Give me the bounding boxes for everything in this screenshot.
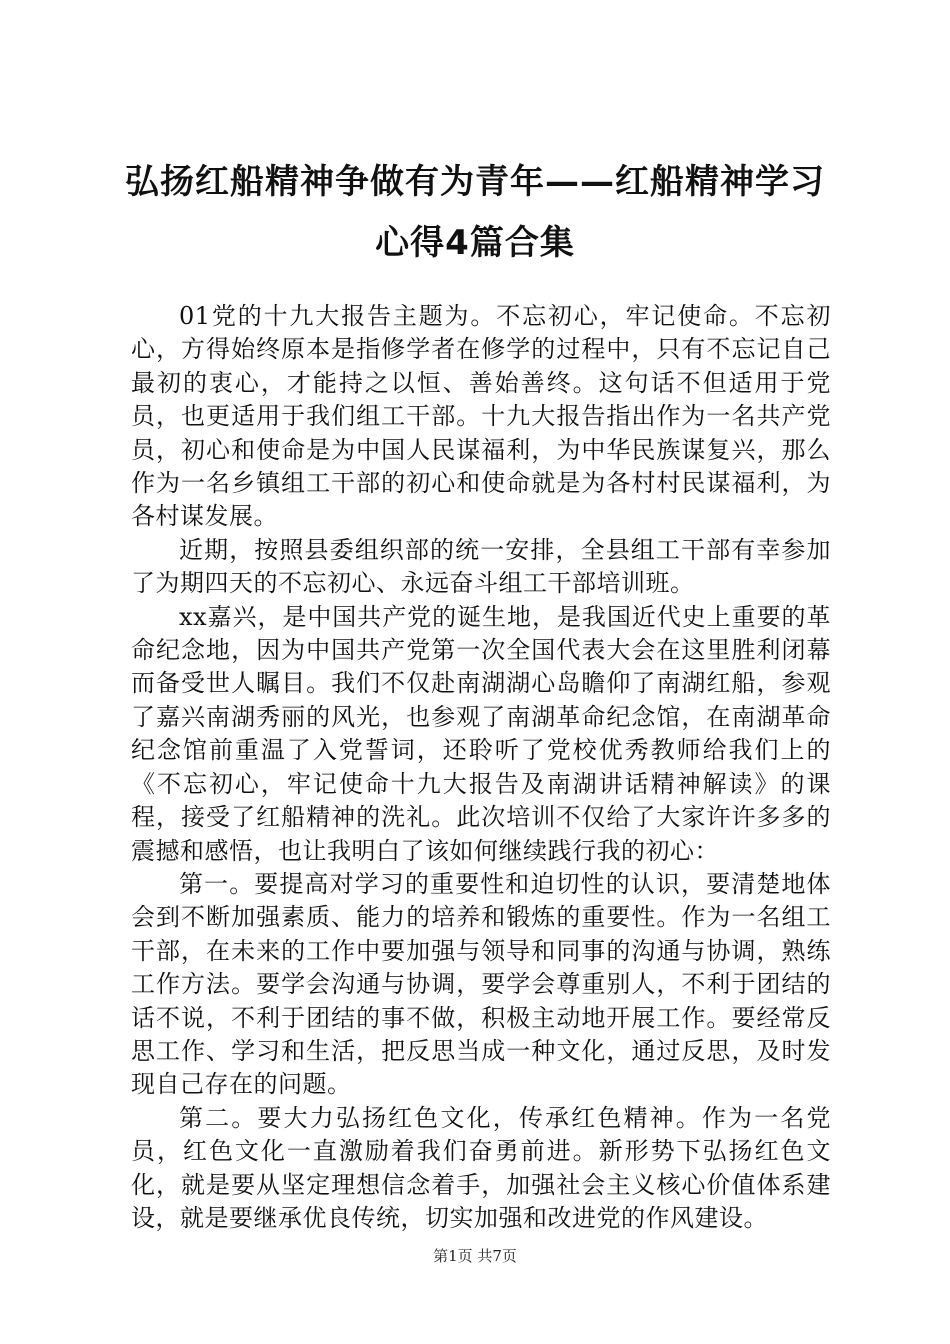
paragraph: 第一。要提高对学习的重要性和迫切性的认识，要清楚地体会到不断加强素质、能力的培养和锻炼的重要性。作为一名组工干部，在未来的工作中要加强与领导和同事的沟通与协调，熟练工作方法。要学会沟通与协调，要学会尊重别人，不利于团结的话不说，不利于团结的事不做，积极主动地开展工作。要经常反思工作、学习和生活，把反思当成一种文化，通过反思，及时发现自己存在的问题。 [131, 869, 831, 1099]
paragraph: 第二。要大力弘扬红色文化，传承红色精神。作为一名党员，红色文化一直激励着我们奋勇前进。新形势下弘扬红色文化，就是要从坚定理想信念着手，加强社会主义核心价值体系建设，就是要继承优良传统，切实加强和改进党的作风建设。 [131, 1103, 831, 1232]
paragraph: 近期，按照县委组织部的统一安排，全县组工干部有幸参加了为期四天的不忘初心、永远奋斗组工干部培训班。 [131, 535, 831, 598]
paragraph: 01党的十九大报告主题为。不忘初心，牢记使命。不忘初心，方得始终原本是指修学者在修学的过程中，只有不忘记自己最初的衷心，才能持之以恒、善始善终。这句话不但适用于党员，也更适用于我们组工干部。十九大报告指出作为一名共产党员，初心和使命是为中国人民谋福利，为中华民族谋复兴，那么作为一名乡镇组工干部的初心和使命就是为各村村民谋福利，为各村谋发展。 [131, 302, 831, 531]
document-title-line-1: 弘扬红船精神争做有为青年——红船精神学习 [125, 162, 825, 202]
paragraph: xx嘉兴，是中国共产党的诞生地，是我国近代史上重要的革命纪念地，因为中国共产党第一次全国代表大会在这里胜利闭幕而备受世人瞩目。我们不仅赴南湖湖心岛瞻仰了南湖红船，参观了嘉兴南湖秀丽的风光，也参观了南湖革命纪念馆，在南湖革命纪念馆前重温了入党誓词，还聆听了党校优秀教师给我们上的《不忘初心，牢记使命十九大报告及南湖讲话精神解读》的课程，接受了红船精神的洗礼。此次培训不仅给了大家许许多多的震撼和感悟，也让我明白了该如何继续践行我的初心： [131, 602, 831, 865]
document-title-line-2: 心得4篇合集 [375, 223, 575, 263]
document-body [131, 300, 831, 1235]
page-footer: 第1页 共7页 [433, 1247, 517, 1265]
